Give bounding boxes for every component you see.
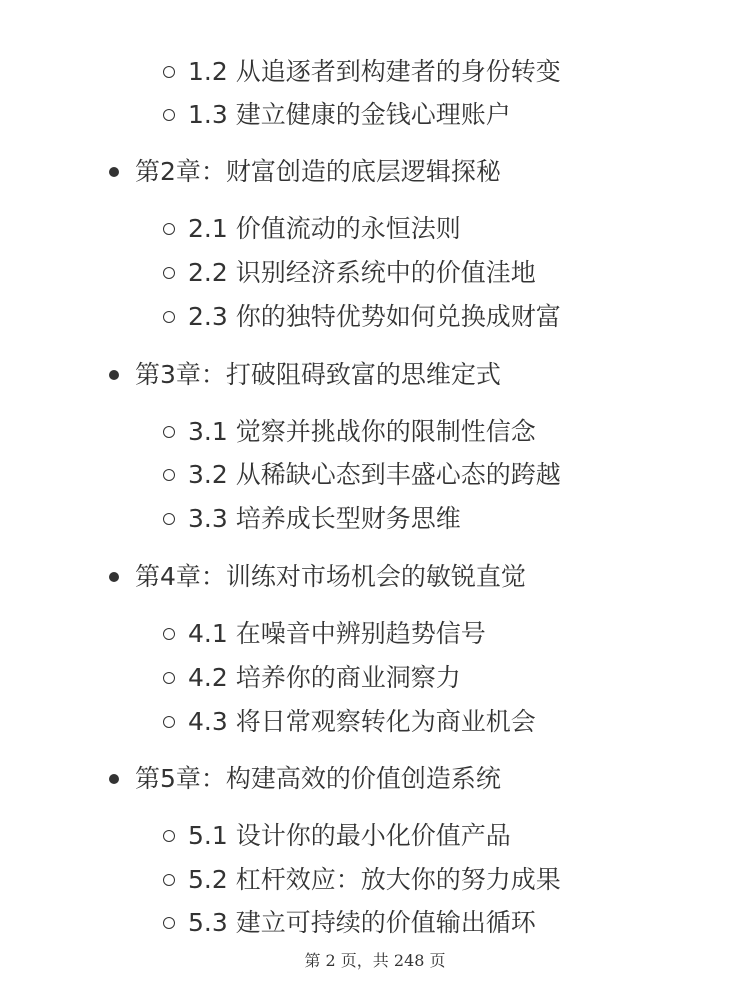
toc-section-label: 5.3 建立可持续的价值输出循环 xyxy=(188,908,536,937)
toc-section-label: 4.1 在噪音中辨别趋势信号 xyxy=(188,619,486,648)
toc-chapter-label: 第4章：训练对市场机会的敏锐直觉 xyxy=(135,562,526,591)
filled-bullet-icon xyxy=(109,370,119,380)
toc-chapter-label: 第5章：构建高效的价值创造系统 xyxy=(135,764,501,793)
hollow-bullet-icon xyxy=(163,469,175,481)
page-number-footer: 第 2 页，共 248 页 xyxy=(304,951,446,970)
toc-section-label: 1.2 从追逐者到构建者的身份转变 xyxy=(188,57,561,86)
toc-section-label: 2.3 你的独特优势如何兑换成财富 xyxy=(188,302,561,331)
toc-chapter-label: 第3章：打破阻碍致富的思维定式 xyxy=(135,360,501,389)
toc-section-label: 5.2 杠杆效应：放大你的努力成果 xyxy=(188,865,561,894)
toc-chapter-label: 第2章：财富创造的底层逻辑探秘 xyxy=(135,157,501,186)
toc-section-label: 5.1 设计你的最小化价值产品 xyxy=(188,821,511,850)
hollow-bullet-icon xyxy=(163,267,175,279)
filled-bullet-icon xyxy=(109,774,119,784)
toc-section-label: 2.1 价值流动的永恒法则 xyxy=(188,214,461,243)
hollow-bullet-icon xyxy=(163,830,175,842)
filled-bullet-icon xyxy=(109,572,119,582)
hollow-bullet-icon xyxy=(163,917,175,929)
hollow-bullet-icon xyxy=(163,513,175,525)
hollow-bullet-icon xyxy=(163,109,175,121)
toc-section-label: 4.2 培养你的商业洞察力 xyxy=(188,663,461,692)
toc-section-label: 2.2 识别经济系统中的价值洼地 xyxy=(188,258,536,287)
hollow-bullet-icon xyxy=(163,66,175,78)
hollow-bullet-icon xyxy=(163,874,175,886)
toc-section-label: 3.1 觉察并挑战你的限制性信念 xyxy=(188,417,536,446)
toc-section-label: 3.2 从稀缺心态到丰盛心态的跨越 xyxy=(188,460,561,489)
hollow-bullet-icon xyxy=(163,426,175,438)
toc-section-label: 1.3 建立健康的金钱心理账户 xyxy=(188,100,511,129)
toc-section-label: 3.3 培养成长型财务思维 xyxy=(188,504,461,533)
toc-section-label: 4.3 将日常观察转化为商业机会 xyxy=(188,707,536,736)
hollow-bullet-icon xyxy=(163,628,175,640)
hollow-bullet-icon xyxy=(163,716,175,728)
filled-bullet-icon xyxy=(109,167,119,177)
hollow-bullet-icon xyxy=(163,672,175,684)
hollow-bullet-icon xyxy=(163,311,175,323)
hollow-bullet-icon xyxy=(163,223,175,235)
